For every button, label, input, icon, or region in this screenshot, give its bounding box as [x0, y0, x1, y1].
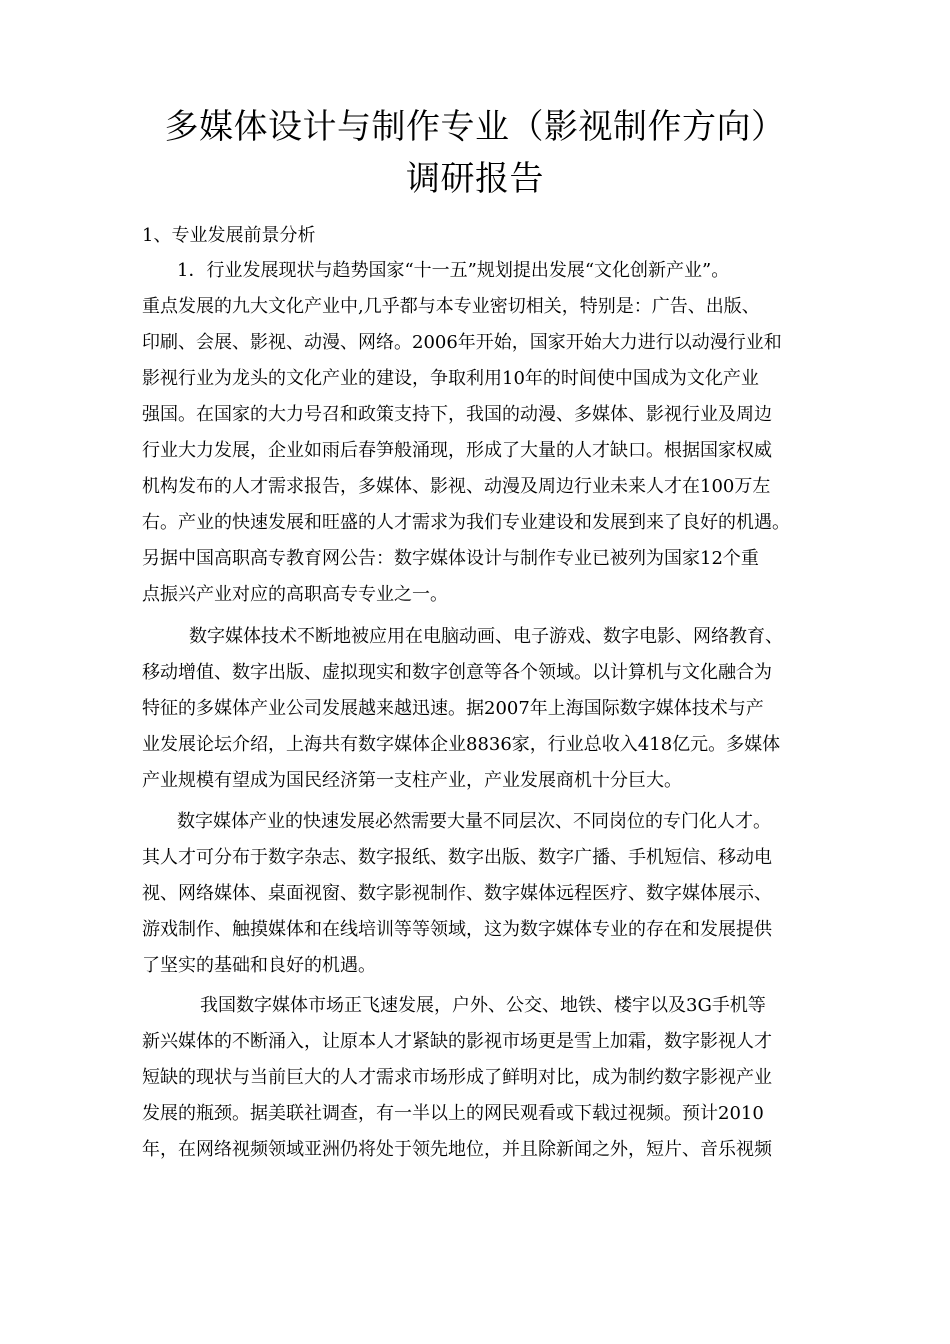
- document-title-line-1: 多媒体设计与制作专业（影视制作方向）: [164, 107, 786, 147]
- section-heading: 1、专业发展前景分析: [142, 225, 316, 246]
- body-line: 其人才可分布于数字杂志、数字报纸、数字出版、数字广播、手机短信、移动电: [142, 847, 772, 868]
- body-line: 强国。在国家的大力号召和政策支持下，我国的动漫、多媒体、影视行业及周边: [142, 404, 772, 425]
- body-line: 印刷、会展、影视、动漫、网络。2006年开始，国家开始大力进行以动漫行业和: [142, 332, 782, 353]
- body-line: 影视行业为龙头的文化产业的建设，争取利用10年的时间使中国成为文化产业: [142, 368, 759, 389]
- body-line: 特征的多媒体产业公司发展越来越迅速。据2007年上海国际数字媒体技术与产: [142, 698, 764, 719]
- body-line: 业发展论坛介绍，上海共有数字媒体企业8836家，行业总收入418亿元。多媒体: [142, 734, 781, 755]
- body-line: 移动增值、数字出版、虚拟现实和数字创意等各个领域。以计算机与文化融合为: [142, 662, 772, 683]
- body-line: 新兴媒体的不断涌入，让原本人才紧缺的影视市场更是雪上加霜，数字影视人才: [142, 1031, 772, 1052]
- body-line: 1．行业发展现状与趋势国家“十一五”规划提出发展“文化创新产业”。: [177, 260, 730, 281]
- body-line: 另据中国高职高专教育网公告：数字媒体设计与制作专业已被列为国家12个重: [142, 548, 759, 569]
- body-line: 数字媒体产业的快速发展必然需要大量不同层次、不同岗位的专门化人才。: [177, 811, 771, 832]
- body-line: 点振兴产业对应的高职高专专业之一。: [142, 584, 448, 605]
- body-line: 游戏制作、触摸媒体和在线培训等等领域，这为数字媒体专业的存在和发展提供: [142, 919, 772, 940]
- body-line: 短缺的现状与当前巨大的人才需求市场形成了鲜明对比，成为制约数字影视产业: [142, 1067, 772, 1088]
- document-title-line-2: 调研报告: [406, 159, 544, 199]
- body-line: 年，在网络视频领域亚洲仍将处于领先地位，并且除新闻之外，短片、音乐视频: [142, 1139, 772, 1160]
- body-line: 我国数字媒体市场正飞速发展，户外、公交、地铁、楼宇以及3G手机等: [200, 995, 766, 1016]
- body-line: 行业大力发展，企业如雨后春笋般涌现，形成了大量的人才缺口。根据国家权威: [142, 440, 772, 461]
- body-line: 机构发布的人才需求报告，多媒体、影视、动漫及周边行业未来人才在100万左: [142, 476, 771, 497]
- body-line: 重点发展的九大文化产业中,几乎都与本专业密切相关，特别是：广告、出版、: [142, 296, 760, 317]
- body-line: 右。产业的快速发展和旺盛的人才需求为我们专业建设和发展到来了良好的机遇。: [142, 512, 790, 533]
- body-line: 了坚实的基础和良好的机遇。: [142, 955, 376, 976]
- body-line: 数字媒体技术不断地被应用在电脑动画、电子游戏、数字电影、网络教育、: [189, 626, 783, 647]
- body-line: 视、网络媒体、桌面视窗、数字影视制作、数字媒体远程医疗、数字媒体展示、: [142, 883, 772, 904]
- body-line: 产业规模有望成为国民经济第一支柱产业，产业发展商机十分巨大。: [142, 770, 682, 791]
- body-line: 发展的瓶颈。据美联社调查，有一半以上的网民观看或下载过视频。预计2010: [142, 1103, 764, 1124]
